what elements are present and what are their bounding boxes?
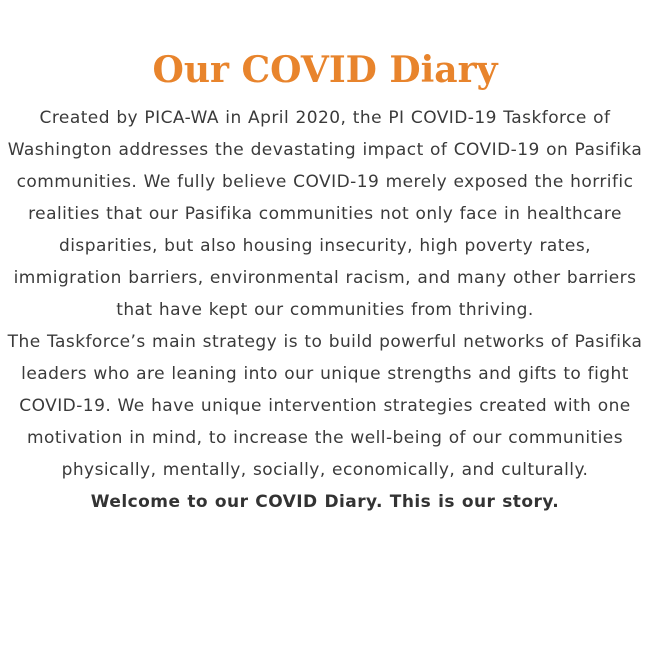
intro-paragraph: Created by PICA-WA in April 2020, the PI COVID-19 Taskforce of Washington addresses the devastating impact of COVID-19 on Pasifika communities. We fully believe COVID-19 merely exposed the horrific realities that our Pasifika communities not only face in healthcare disparities, but also housing insecurity, high poverty rates, immigration barriers, environmental racism, and many other barriers that have kept our communities from thriving. [7,108,643,320]
closing-statement: Welcome to our COVID Diary. This is our story. [90,492,560,512]
document-body [4,102,646,518]
strategy-paragraph: The Taskforce’s main strategy is to build powerful networks of Pasifika leaders who are leaning into our unique strengths and gifts to fight COVID-19. We have unique intervention strategies created with one motivation in mind, to increase the well-being of our communities physically, mentally, socially, economically, and culturally. [7,332,643,480]
document-title: Our COVID Diary [152,49,498,91]
